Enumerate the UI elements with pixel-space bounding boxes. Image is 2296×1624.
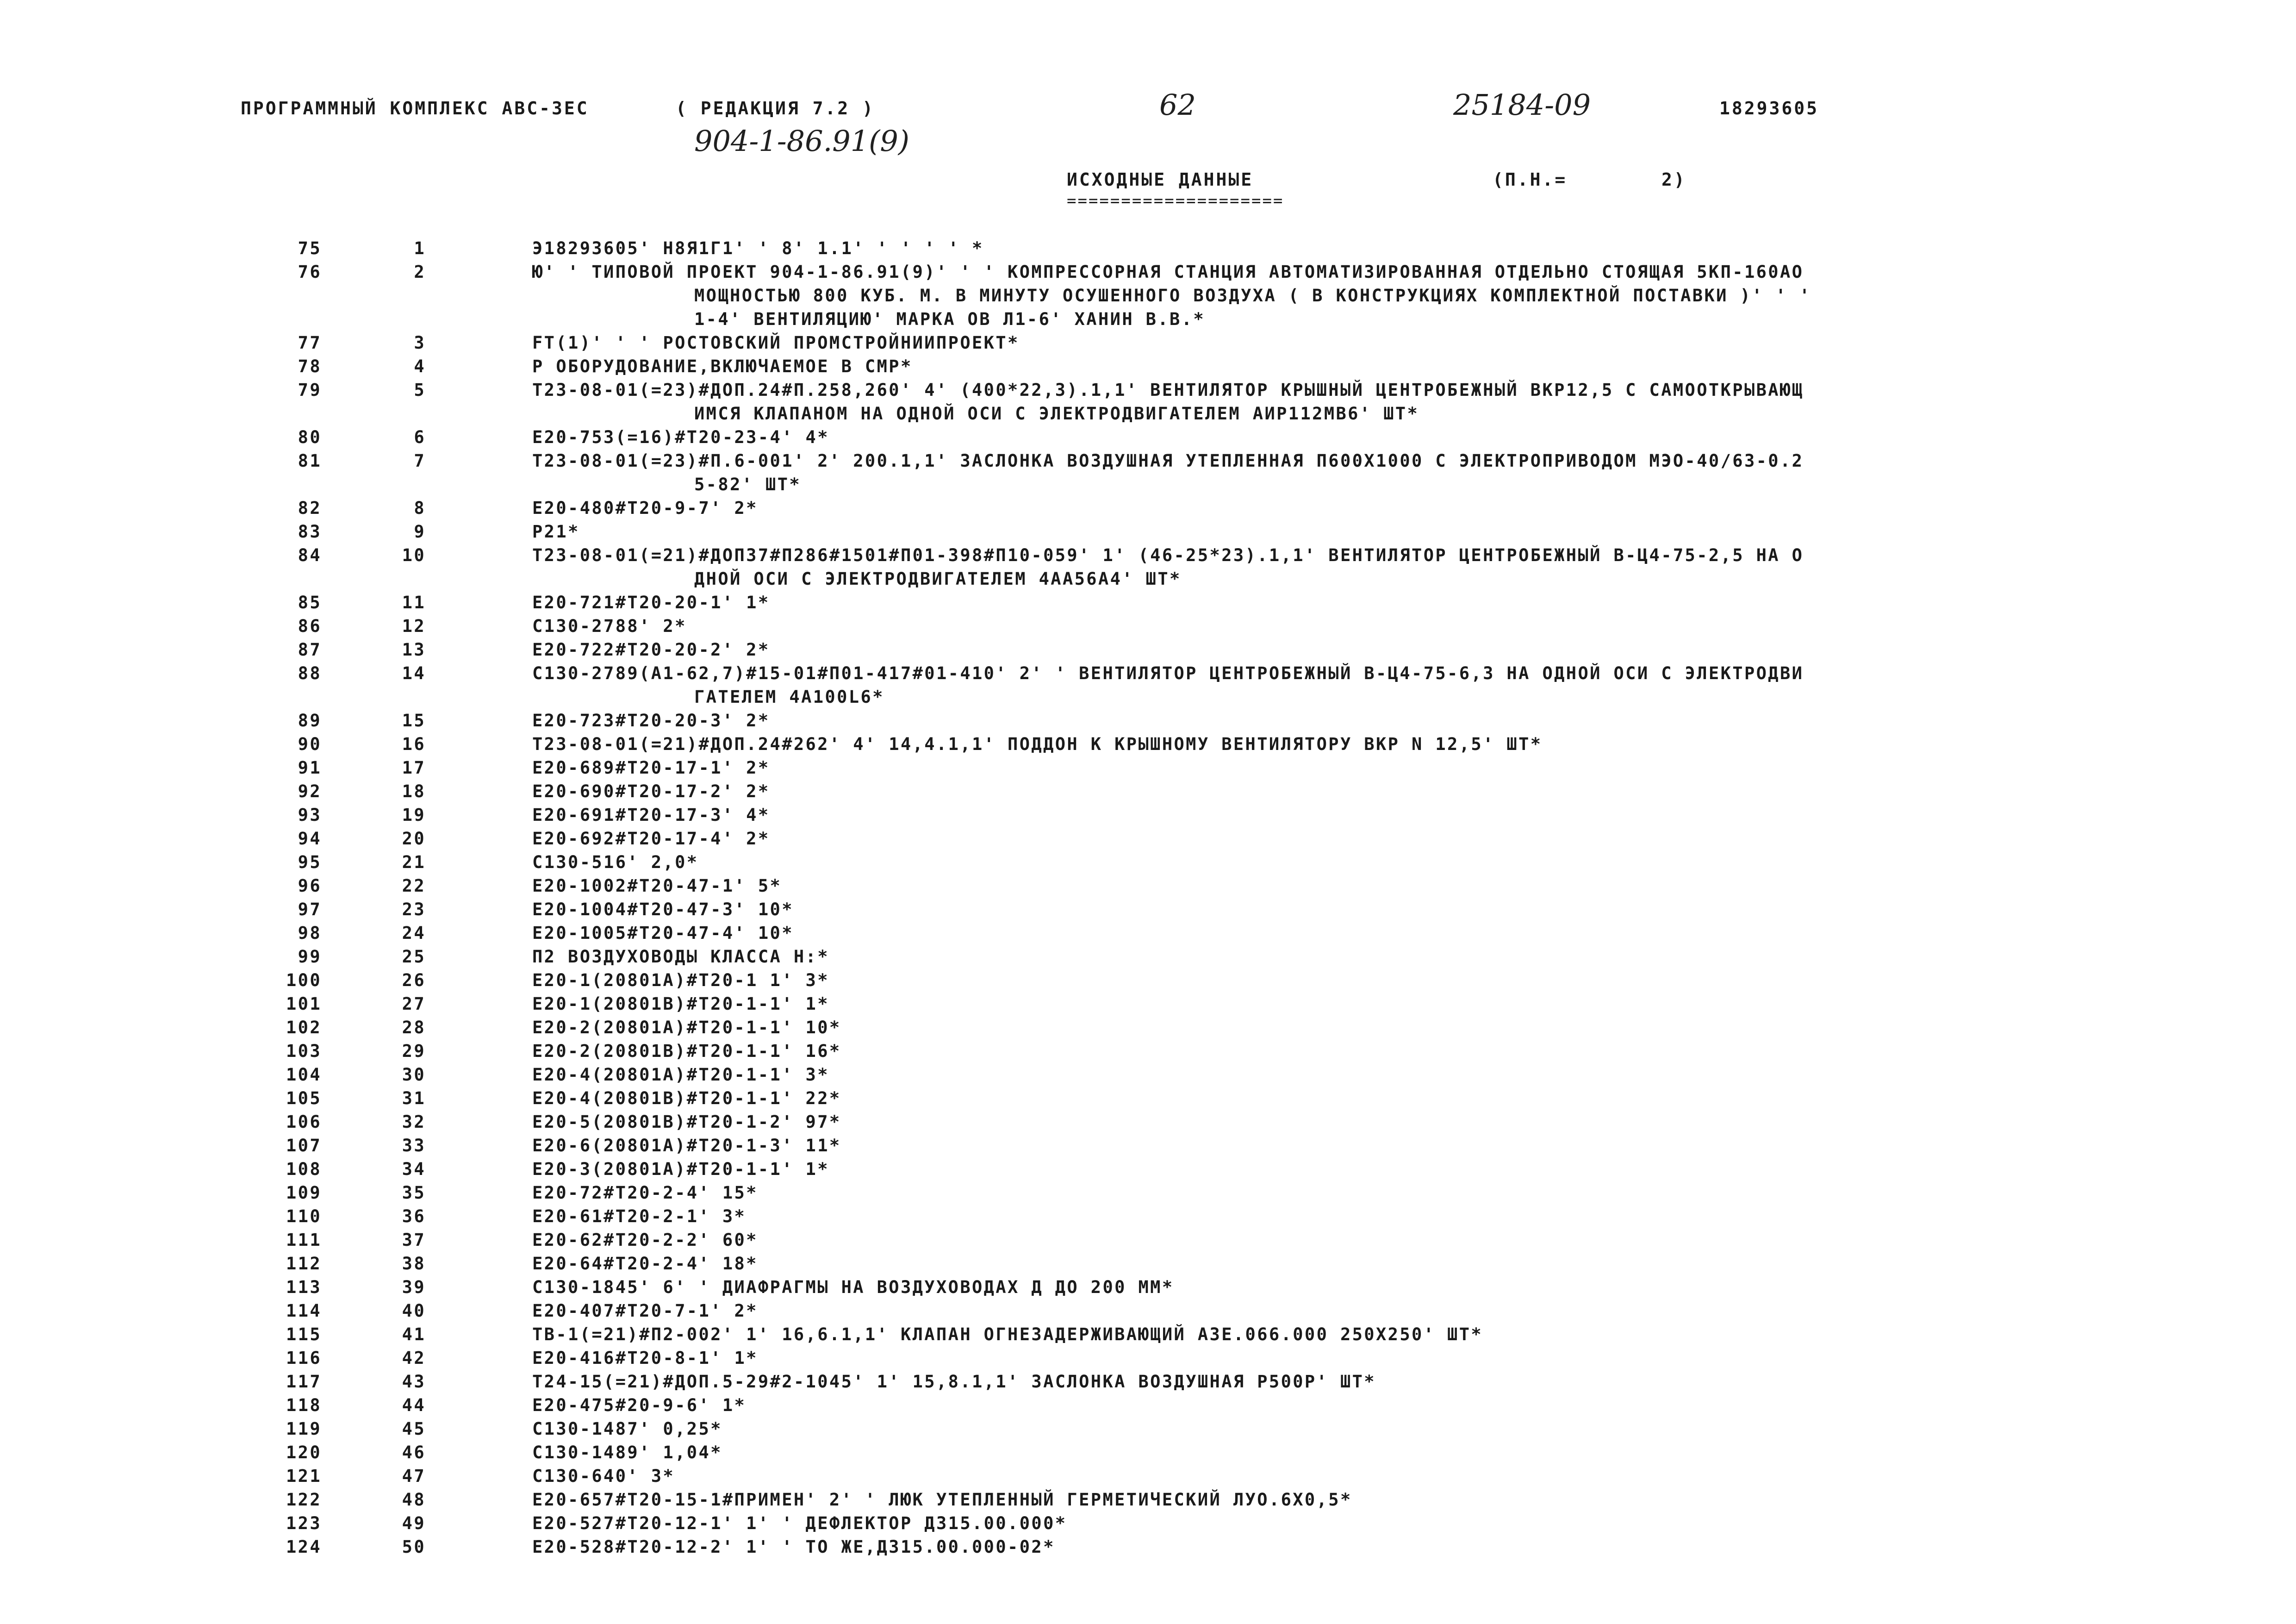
line-number: 112 xyxy=(286,1254,322,1274)
listing-row xyxy=(0,451,2296,475)
listing-row xyxy=(0,238,2296,262)
record-number: 37 xyxy=(402,1230,426,1250)
record-number: 19 xyxy=(402,805,426,825)
record-number: 21 xyxy=(402,852,426,872)
line-number: 85 xyxy=(298,593,322,612)
line-number: 123 xyxy=(286,1513,322,1533)
line-number: 98 xyxy=(298,923,322,943)
line-number: 76 xyxy=(298,262,322,282)
record-text: Е20-723#Т20-20-3' 2* xyxy=(532,711,770,731)
record-number: 50 xyxy=(402,1537,426,1557)
record-text: Е20-692#Т20-17-4' 2* xyxy=(532,829,770,849)
record-number: 10 xyxy=(402,545,426,565)
listing-row xyxy=(0,781,2296,805)
record-text: Т24-15(=21)#ДОП.5-29#2-1045' 1' 15,8.1,1' ЗАСЛОНКА ВОЗДУШНАЯ Р500Р' ШТ* xyxy=(532,1372,1376,1392)
record-text: ГАТЕЛЕМ 4А100L6* xyxy=(694,687,884,707)
line-number: 116 xyxy=(286,1348,322,1368)
listing-row xyxy=(0,545,2296,569)
record-text: Е20-753(=16)#Т20-23-4' 4* xyxy=(532,427,829,447)
record-number: 32 xyxy=(402,1112,426,1132)
record-number: 44 xyxy=(402,1395,426,1415)
line-number: 102 xyxy=(286,1018,322,1037)
listing-row-continuation xyxy=(0,286,2296,309)
listing-row xyxy=(0,852,2296,876)
doc-id: 18293605 xyxy=(1719,98,1819,119)
listing-row-continuation xyxy=(0,404,2296,427)
record-text: С130-1487' 0,25* xyxy=(532,1419,722,1439)
line-number: 101 xyxy=(286,994,322,1014)
line-number: 83 xyxy=(298,522,322,542)
listing-row xyxy=(0,593,2296,616)
listing-row xyxy=(0,640,2296,663)
record-text: Е20-2(20801В)#Т20-1-1' 16* xyxy=(532,1041,841,1061)
line-number: 106 xyxy=(286,1112,322,1132)
record-number: 16 xyxy=(402,734,426,754)
record-number: 15 xyxy=(402,711,426,731)
record-text: Е20-721#Т20-20-1' 1* xyxy=(532,593,770,612)
line-number: 77 xyxy=(298,333,322,353)
record-text: Е20-416#Т20-8-1' 1* xyxy=(532,1348,758,1368)
record-number: 26 xyxy=(402,970,426,990)
record-number: 17 xyxy=(402,758,426,778)
line-number: 111 xyxy=(286,1230,322,1250)
record-text: Т23-08-01(=23)#П.6-001' 2' 200.1,1' ЗАСЛОНКА ВОЗДУШНАЯ УТЕПЛЕННАЯ П600Х1000 С ЭЛЕКТРОПРИВОДОМ МЭО-40/63-0.2 xyxy=(532,451,1804,471)
record-number: 46 xyxy=(402,1443,426,1462)
record-number: 23 xyxy=(402,899,426,919)
listing-row xyxy=(0,1277,2296,1301)
listing-row-continuation xyxy=(0,309,2296,333)
record-text: Е20-475#20-9-6' 1* xyxy=(532,1395,747,1415)
record-text: Е20-690#Т20-17-2' 2* xyxy=(532,781,770,801)
record-number: 29 xyxy=(402,1041,426,1061)
line-number: 86 xyxy=(298,616,322,636)
line-number: 99 xyxy=(298,947,322,967)
listing-row xyxy=(0,711,2296,734)
record-text: Е20-1(20801А)#Т20-1 1' 3* xyxy=(532,970,829,990)
listing-row xyxy=(0,758,2296,781)
listing-row xyxy=(0,1159,2296,1183)
record-text: С130-1489' 1,04* xyxy=(532,1443,722,1462)
section-underline: ==================== xyxy=(1067,192,1284,210)
line-number: 110 xyxy=(286,1206,322,1226)
listing-row-continuation xyxy=(0,475,2296,498)
line-number: 107 xyxy=(286,1136,322,1156)
record-text: С130-2789(А1-62,7)#15-01#П01-417#01-410' 2' ' ВЕНТИЛЯТОР ЦЕНТРОБЕЖНЫЙ В-Ц4-75-6,3 НА ОДНОЙ ОСИ С ЭЛЕКТРОДВИ xyxy=(532,663,1804,683)
record-text: Е20-6(20801А)#Т20-1-3' 11* xyxy=(532,1136,841,1156)
line-number: 87 xyxy=(298,640,322,660)
line-number: 114 xyxy=(286,1301,322,1321)
record-text: Е20-4(20801А)#Т20-1-1' 3* xyxy=(532,1065,829,1085)
listing-row xyxy=(0,1348,2296,1372)
record-text: Е20-1002#Т20-47-1' 5* xyxy=(532,876,782,896)
line-number: 115 xyxy=(286,1324,322,1344)
listing-row xyxy=(0,876,2296,899)
record-text: Е20-1005#Т20-47-4' 10* xyxy=(532,923,794,943)
listing-row xyxy=(0,970,2296,994)
section-title: ИСХОДНЫЕ ДАННЫЕ xyxy=(1067,169,1254,190)
line-number: 92 xyxy=(298,781,322,801)
listing-row xyxy=(0,1230,2296,1254)
listing-row xyxy=(0,1183,2296,1206)
record-text: Т23-08-01(=23)#ДОП.24#П.258,260' 4' (400*22,3).1,1' ВЕНТИЛЯТОР КРЫШНЫЙ ЦЕНТРОБЕЖНЫЙ ВКР12,5 С САМООТКРЫВАЮЩ xyxy=(532,380,1804,400)
listing-row xyxy=(0,899,2296,923)
record-text: Е20-4(20801В)#Т20-1-1' 22* xyxy=(532,1088,841,1108)
record-text: ТВ-1(=21)#П2-002' 1' 16,6.1,1' КЛАПАН ОГНЕЗАДЕРЖИВАЮЩИЙ АЗЕ.066.000 250Х250' ШТ* xyxy=(532,1324,1483,1344)
listing-row xyxy=(0,1254,2296,1277)
record-text: Е20-691#Т20-17-3' 4* xyxy=(532,805,770,825)
record-text: 1-4' ВЕНТИЛЯЦИЮ' МАРКА ОВ Л1-6' ХАНИН В.В.* xyxy=(694,309,1206,329)
record-number: 9 xyxy=(414,522,426,542)
listing-row xyxy=(0,1301,2296,1324)
listing-row xyxy=(0,1443,2296,1466)
line-number: 117 xyxy=(286,1372,322,1392)
line-number: 95 xyxy=(298,852,322,872)
record-text: Е20-689#Т20-17-1' 2* xyxy=(532,758,770,778)
line-number: 90 xyxy=(298,734,322,754)
line-number: 113 xyxy=(286,1277,322,1297)
line-number: 81 xyxy=(298,451,322,471)
ph-value: 2) xyxy=(1661,169,1686,190)
listing-row xyxy=(0,947,2296,970)
line-number: 84 xyxy=(298,545,322,565)
record-number: 11 xyxy=(402,593,426,612)
record-number: 28 xyxy=(402,1018,426,1037)
listing-row xyxy=(0,262,2296,286)
record-number: 3 xyxy=(414,333,426,353)
record-text: Е20-64#Т20-2-4' 18* xyxy=(532,1254,758,1274)
ph-label: (П.Н.= xyxy=(1493,169,1568,190)
record-number: 39 xyxy=(402,1277,426,1297)
record-text: Е20-528#Т20-12-2' 1' ' ТО ЖЕ,Д315.00.000-02* xyxy=(532,1537,1055,1557)
record-number: 18 xyxy=(402,781,426,801)
record-number: 49 xyxy=(402,1513,426,1533)
record-number: 13 xyxy=(402,640,426,660)
record-number: 47 xyxy=(402,1466,426,1486)
line-number: 94 xyxy=(298,829,322,849)
record-number: 22 xyxy=(402,876,426,896)
listing-row xyxy=(0,427,2296,451)
listing-row xyxy=(0,805,2296,829)
line-number: 97 xyxy=(298,899,322,919)
line-number: 79 xyxy=(298,380,322,400)
line-number: 108 xyxy=(286,1159,322,1179)
line-number: 104 xyxy=(286,1065,322,1085)
line-number: 93 xyxy=(298,805,322,825)
listing-row xyxy=(0,356,2296,380)
listing-row xyxy=(0,522,2296,545)
record-number: 27 xyxy=(402,994,426,1014)
listing-row xyxy=(0,923,2296,947)
listing-row xyxy=(0,1395,2296,1419)
line-number: 96 xyxy=(298,876,322,896)
record-text: Р ОБОРУДОВАНИЕ,ВКЛЮЧАЕМОЕ В СМР* xyxy=(532,356,913,376)
record-number: 31 xyxy=(402,1088,426,1108)
line-number: 118 xyxy=(286,1395,322,1415)
line-number: 75 xyxy=(298,238,322,258)
record-text: Е20-72#Т20-2-4' 15* xyxy=(532,1183,758,1203)
record-text: МОЩНОСТЬЮ 800 КУБ. М. В МИНУТУ ОСУШЕННОГО ВОЗДУХА ( В КОНСТРУКЦИЯХ КОМПЛЕКТНОЙ ПОСТАВКИ )' ' ' xyxy=(694,286,1811,306)
record-number: 45 xyxy=(402,1419,426,1439)
record-number: 6 xyxy=(414,427,426,447)
line-number: 80 xyxy=(298,427,322,447)
record-text: ИМСЯ КЛАПАНОМ НА ОДНОЙ ОСИ С ЭЛЕКТРОДВИГАТЕЛЕМ АИР112МВ6' ШТ* xyxy=(694,404,1419,424)
record-text: Е20-61#Т20-2-1' 3* xyxy=(532,1206,747,1226)
record-number: 12 xyxy=(402,616,426,636)
project-number: 904-1-86.91(9) xyxy=(694,124,909,158)
program-name: ПРОГРАММНЫЙ КОМПЛЕКС АВС-3ЕС xyxy=(241,98,589,119)
listing-row xyxy=(0,1112,2296,1136)
page-number: 62 xyxy=(1159,88,1196,122)
record-number: 33 xyxy=(402,1136,426,1156)
listing-row xyxy=(0,1136,2296,1159)
record-number: 48 xyxy=(402,1490,426,1510)
doc-code: 25184-09 xyxy=(1453,88,1591,122)
record-number: 30 xyxy=(402,1065,426,1085)
line-number: 78 xyxy=(298,356,322,376)
listing-row xyxy=(0,1466,2296,1490)
listing-row xyxy=(0,1372,2296,1395)
record-number: 42 xyxy=(402,1348,426,1368)
line-number: 121 xyxy=(286,1466,322,1486)
listing-row xyxy=(0,616,2296,640)
listing-row xyxy=(0,1088,2296,1112)
listing-row xyxy=(0,498,2296,522)
record-text: Ю' ' ТИПОВОЙ ПРОЕКТ 904-1-86.91(9)' ' ' КОМПРЕССОРНАЯ СТАНЦИЯ АВТОМАТИЗИРОВАННАЯ ОТДЕЛЬНО СТОЯЩАЯ 5КП-160АО xyxy=(532,262,1804,282)
listing-row xyxy=(0,1537,2296,1561)
line-number: 120 xyxy=(286,1443,322,1462)
record-text: Р21* xyxy=(532,522,580,542)
record-text: С130-1845' 6' ' ДИАФРАГМЫ НА ВОЗДУХОВОДАХ Д ДО 200 ММ* xyxy=(532,1277,1174,1297)
record-text: Е20-1004#Т20-47-3' 10* xyxy=(532,899,794,919)
record-number: 8 xyxy=(414,498,426,518)
record-text: С130-516' 2,0* xyxy=(532,852,699,872)
line-number: 103 xyxy=(286,1041,322,1061)
record-number: 25 xyxy=(402,947,426,967)
line-number: 100 xyxy=(286,970,322,990)
record-number: 7 xyxy=(414,451,426,471)
record-number: 4 xyxy=(414,356,426,376)
record-text: Е20-5(20801В)#Т20-1-2' 97* xyxy=(532,1112,841,1132)
line-number: 119 xyxy=(286,1419,322,1439)
record-number: 36 xyxy=(402,1206,426,1226)
listing-row xyxy=(0,1065,2296,1088)
record-text: Т23-08-01(=21)#ДОП.24#262' 4' 14,4.1,1' ПОДДОН К КРЫШНОМУ ВЕНТИЛЯТОРУ ВКР N 12,5' ШТ* xyxy=(532,734,1543,754)
record-text: Е20-657#Т20-15-1#ПРИМЕН' 2' ' ЛЮК УТЕПЛЕННЫЙ ГЕРМЕТИЧЕСКИЙ ЛУО.6Х0,5* xyxy=(532,1490,1352,1510)
listing-row xyxy=(0,1419,2296,1443)
listing-row-continuation xyxy=(0,687,2296,711)
listing-row xyxy=(0,1041,2296,1065)
record-text: П2 ВОЗДУХОВОДЫ КЛАССА Н:* xyxy=(532,947,829,967)
record-number: 5 xyxy=(414,380,426,400)
record-text: Е20-62#Т20-2-2' 60* xyxy=(532,1230,758,1250)
record-text: Т23-08-01(=21)#ДОП37#П286#1501#П01-398#П10-059' 1' (46-25*23).1,1' ВЕНТИЛЯТОР ЦЕНТРОБЕЖНЫЙ В-Ц4-75-2,5 НА О xyxy=(532,545,1804,565)
record-number: 35 xyxy=(402,1183,426,1203)
line-number: 105 xyxy=(286,1088,322,1108)
record-number: 1 xyxy=(414,238,426,258)
line-number: 88 xyxy=(298,663,322,683)
record-text: 5-82' ШТ* xyxy=(694,475,802,494)
listing-row xyxy=(0,994,2296,1018)
listing-row-continuation xyxy=(0,569,2296,593)
edition-label: ( РЕДАКЦИЯ 7.2 ) xyxy=(676,98,875,119)
record-number: 24 xyxy=(402,923,426,943)
listing-row xyxy=(0,663,2296,687)
line-number: 89 xyxy=(298,711,322,731)
listing-row xyxy=(0,1513,2296,1537)
line-number: 109 xyxy=(286,1183,322,1203)
record-number: 41 xyxy=(402,1324,426,1344)
record-text: ДНОЙ ОСИ С ЭЛЕКТРОДВИГАТЕЛЕМ 4АА56А4' ШТ* xyxy=(694,569,1182,589)
line-number: 82 xyxy=(298,498,322,518)
line-number: 122 xyxy=(286,1490,322,1510)
record-number: 14 xyxy=(402,663,426,683)
record-text: Э18293605' Н8Я1Г1' ' 8' 1.1' ' ' ' ' * xyxy=(532,238,984,258)
record-text: С130-2788' 2* xyxy=(532,616,687,636)
record-number: 34 xyxy=(402,1159,426,1179)
record-text: Е20-480#Т20-9-7' 2* xyxy=(532,498,758,518)
listing-row xyxy=(0,1324,2296,1348)
record-text: Е20-1(20801В)#Т20-1-1' 1* xyxy=(532,994,829,1014)
listing-row xyxy=(0,829,2296,852)
listing-row xyxy=(0,1206,2296,1230)
record-text: Е20-527#Т20-12-1' 1' ' ДЕФЛЕКТОР Д315.00.000* xyxy=(532,1513,1067,1533)
record-number: 20 xyxy=(402,829,426,849)
line-number: 91 xyxy=(298,758,322,778)
record-number: 40 xyxy=(402,1301,426,1321)
listing-row xyxy=(0,1490,2296,1513)
record-text: С130-640' 3* xyxy=(532,1466,675,1486)
record-text: Е20-3(20801А)#Т20-1-1' 1* xyxy=(532,1159,829,1179)
record-number: 2 xyxy=(414,262,426,282)
listing-rows xyxy=(0,238,2296,1561)
record-number: 43 xyxy=(402,1372,426,1392)
record-number: 38 xyxy=(402,1254,426,1274)
record-text: FT(1)' ' ' РОСТОВСКИЙ ПРОМСТРОЙНИИПРОЕКТ* xyxy=(532,333,1020,353)
listing-row xyxy=(0,1018,2296,1041)
record-text: Е20-2(20801А)#Т20-1-1' 10* xyxy=(532,1018,841,1037)
line-number: 124 xyxy=(286,1537,322,1557)
listing-row xyxy=(0,380,2296,404)
record-text: Е20-407#Т20-7-1' 2* xyxy=(532,1301,758,1321)
listing-row xyxy=(0,333,2296,356)
record-text: Е20-722#Т20-20-2' 2* xyxy=(532,640,770,660)
listing-row xyxy=(0,734,2296,758)
